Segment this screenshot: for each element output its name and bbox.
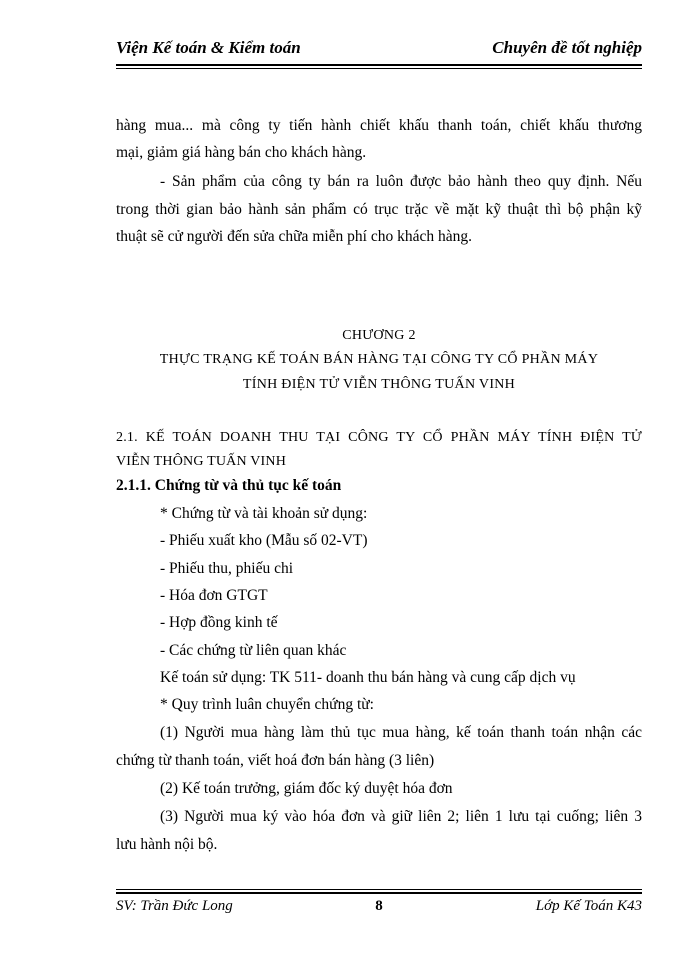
list-item: * Chứng từ và tài khoản sử dụng: bbox=[160, 505, 368, 522]
intro-line-3: - Sản phẩm của công ty bán ra luôn được bảo hành theo quy định. Nếu bbox=[160, 173, 642, 190]
step-1-line-1: (1) Người mua hàng làm thủ tục mua hàng, kế toán thanh toán nhận các bbox=[160, 724, 642, 741]
header-institute: Viện Kế toán & Kiểm toán bbox=[116, 38, 301, 57]
page-footer bbox=[116, 898, 642, 922]
intro-line-5: thuật sẽ cử người đến sửa chữa miễn phí cho khách hàng. bbox=[116, 228, 473, 245]
list-item: - Phiếu thu, phiếu chi bbox=[160, 560, 294, 577]
list-item: - Hợp đồng kinh tế bbox=[160, 614, 278, 631]
chapter-title-line-2: TÍNH ĐIỆN TỬ VIỄN THÔNG TUẤN VINH bbox=[242, 377, 516, 392]
section-heading-line-1: 2.1. KẾ TOÁN DOANH THU TẠI CÔNG TY CỔ PHẦN MÁY TÍNH ĐIỆN TỬ bbox=[116, 430, 642, 445]
step-3-line-2: lưu hành nội bộ. bbox=[116, 836, 218, 853]
step-3-line-1: (3) Người mua ký vào hóa đơn và giữ liên 2; liên 1 lưu tại cuống; liên 3 bbox=[160, 808, 642, 825]
footer-rule-thick bbox=[116, 892, 642, 894]
section-heading-line-2: VIỄN THÔNG TUẤN VINH bbox=[116, 454, 287, 469]
step-1-line-2: chứng từ thanh toán, viết hoá đơn bán hàng (3 liên) bbox=[116, 752, 435, 769]
list-item: - Các chứng từ liên quan khác bbox=[160, 642, 347, 659]
page-number: 8 bbox=[375, 898, 383, 914]
chapter-title-line-1: THỰC TRẠNG KẾ TOÁN BÁN HÀNG TẠI CÔNG TY CỔ PHẦN MÁY bbox=[159, 352, 599, 367]
list-item: * Quy trình luân chuyển chứng từ: bbox=[160, 696, 374, 713]
intro-line-2: mại, giảm giá hàng bán cho khách hàng. bbox=[116, 144, 367, 161]
list-item: - Hóa đơn GTGT bbox=[160, 587, 268, 604]
footer-student: SV: Trần Đức Long bbox=[116, 898, 233, 914]
intro-line-4: trong thời gian bảo hành sản phẩm có trục trặc về mặt kỹ thuật thì bộ phận kỹ bbox=[116, 201, 642, 218]
header-doc-type: Chuyên đề tốt nghiệp bbox=[492, 38, 642, 57]
header-rule-thick bbox=[116, 64, 642, 66]
page-header bbox=[116, 38, 642, 64]
header-rule-thin bbox=[116, 68, 642, 69]
list-item: Kế toán sử dụng: TK 511- doanh thu bán hàng và cung cấp dịch vụ bbox=[160, 669, 576, 686]
footer-class: Lớp Kế Toán K43 bbox=[535, 898, 642, 914]
list-item: - Phiếu xuất kho (Mẫu số 02-VT) bbox=[160, 532, 368, 549]
intro-line-1: hàng mua... mà công ty tiến hành chiết khấu thanh toán, chiết khấu thương bbox=[116, 117, 642, 134]
step-2: (2) Kế toán trưởng, giám đốc ký duyệt hóa đơn bbox=[160, 780, 453, 797]
chapter-number: CHƯƠNG 2 bbox=[342, 328, 416, 343]
footer-rule-thin bbox=[116, 889, 642, 890]
subsection-heading: 2.1.1. Chứng từ và thủ tục kế toán bbox=[116, 477, 342, 494]
